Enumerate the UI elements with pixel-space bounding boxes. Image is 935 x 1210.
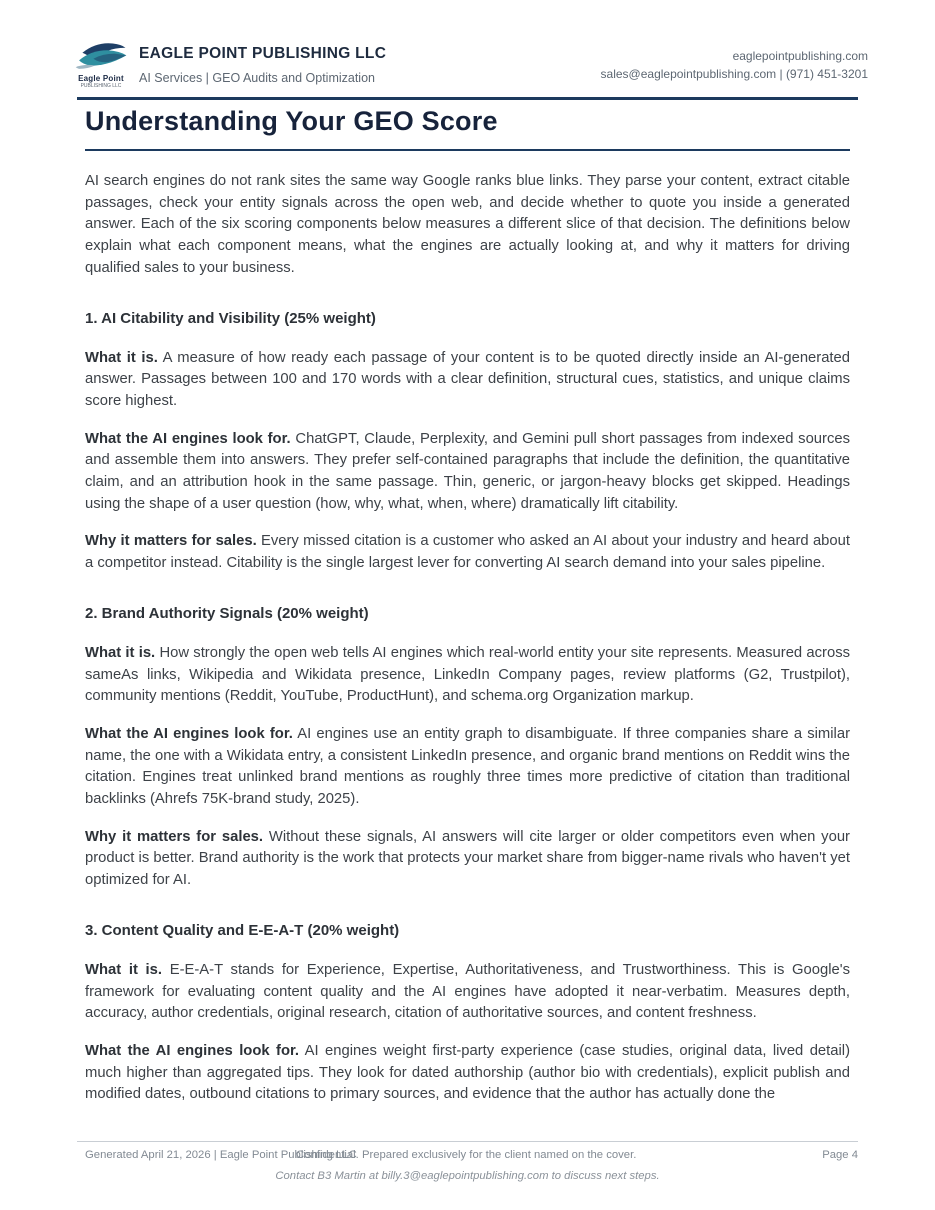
website-text: eaglepointpublishing.com (732, 49, 868, 63)
section-content-quality (85, 922, 850, 1106)
paragraph-text: ChatGPT, Claude, Perplexity, and Gemini pull short passages from indexed sources and assemble them into answers. They prefer self-contained paragraphs that include the definition, the quantitative claim, and an attribution hook in the same passage. Thin, generic, or jargon-heavy blocks get skipped. Headings using the shape of a user question (how, why, what, when, where) dramatically lift citability. (85, 430, 850, 512)
company-name: EAGLE POINT PUBLISHING LLC (139, 45, 387, 62)
paragraph-text: AI engines weight first-party experience (case studies, original data, lived detail) much higher than aggregated tips. They look for dated authorship (author bio with credentials), explicit publish and modified dates, outbound citations to primary sources, and evidence that the author has actually done the (85, 1042, 850, 1103)
header-rule (77, 97, 858, 100)
intro-text: AI search engines do not rank sites the same way Google ranks blue links. They parse your content, extract citable passages, check your entity signals across the open web, and decide whether to quote you inside a generated answer. Each of the six scoring components below measures a different slice of that decision. The definitions below explain what each component means, what the engines are actually looking at, and why it matters for driving qualified sales to your business. (85, 173, 850, 276)
paragraph-text: AI engines use an entity graph to disambiguate. If three companies share a similar name, the one with a Wikidata entry, a consistent LinkedIn presence, and organic brand mentions on Reddit wins the citation. Engines treat unlinked brand mentions as roughly three times more predictive of citation than traditional backlinks (Ahrefs 75K-brand study, 2025). (85, 725, 850, 808)
why-it-matters-paragraph (85, 827, 850, 892)
section-heading: 1. AI Citability and Visibility (25% weight) (85, 309, 376, 327)
paragraph-lead: What the AI engines look for. (85, 725, 293, 742)
what-it-is-paragraph (85, 348, 850, 413)
paragraph-text: A measure of how ready each passage of your content is to be quoted directly inside an AI-generated answer. Passages between 100 and 170 words with a clear definition, structural cues, statistics, and unique claims score highest. (85, 349, 851, 409)
eagle-bird-icon (74, 40, 128, 74)
footer-meta-line (0, 1149, 935, 1164)
paragraph-lead: What it is. (85, 349, 158, 366)
page-footer (0, 1141, 935, 1182)
paragraph-lead: What the AI engines look for. (85, 430, 291, 447)
paragraph-lead: What it is. (85, 961, 163, 978)
section-heading: 3. Content Quality and E-E-A-T (20% weight) (85, 921, 400, 939)
why-it-matters-paragraph (85, 531, 850, 574)
company-logo (72, 40, 130, 89)
paragraph-text: E-E-A-T stands for Experience, Expertise, Authoritativeness, and Trustworthiness. This is Google's framework for evaluating content quality and the AI engines have adopted it near-verbatim. Measures depth, accuracy, author credentials, original research, citation of authoritative sources, and content freshness. (85, 961, 850, 1022)
brand-text (139, 40, 386, 89)
paragraph-lead: Why it matters for sales. (85, 533, 257, 550)
company-tagline: AI Services | GEO Audits and Optimization (139, 71, 375, 85)
contact-line: sales@eaglepointpublishing.com | (971) 451-3201 (600, 67, 868, 81)
paragraph-lead: Why it matters for sales. (85, 828, 264, 845)
confidential-note: Confidential. Prepared exclusively for the client named on the cover. (296, 1149, 637, 1161)
engines-look-for-paragraph (85, 1041, 850, 1106)
header-contact-block (601, 40, 868, 83)
section-brand-authority (85, 605, 850, 892)
page-title: Understanding Your GEO Score (85, 106, 850, 151)
section-ai-citability (85, 310, 850, 575)
generated-date: Generated April 21, 2026 | Eagle Point Publishing LLC (85, 1149, 357, 1161)
document-body (85, 106, 850, 1106)
what-it-is-paragraph (85, 643, 850, 708)
paragraph-text: Without these signals, AI answers will cite larger or older competitors even when your product is better. Brand authority is the work that protects your market share from bigger-name rivals who haven't yet optimized for AI. (85, 828, 850, 889)
engines-look-for-paragraph (85, 724, 850, 811)
logo-subtitle: PUBLISHING LLC (80, 83, 122, 89)
paragraph-text: How strongly the open web tells AI engines which real-world entity your site represents. Measured across sameAs links, Wikipedia and Wikidata presence, LinkedIn Company pages, review platforms (G2, Trustpilot), community mentions (Reddit, YouTube, ProductHunt), and schema.org Organization markup. (85, 644, 850, 705)
footer-contact-note: Contact B3 Martin at billy.3@eaglepointpublishing.com to discuss next steps. (275, 1170, 660, 1182)
intro-paragraph (85, 171, 850, 280)
page-header (0, 0, 935, 89)
brand (72, 40, 386, 89)
paragraph-lead: What the AI engines look for. (85, 1042, 300, 1059)
page-number: Page 4 (822, 1149, 858, 1161)
engines-look-for-paragraph (85, 429, 850, 516)
section-heading: 2. Brand Authority Signals (20% weight) (85, 604, 369, 622)
logo-title: Eagle Point (78, 74, 124, 83)
what-it-is-paragraph (85, 960, 850, 1025)
paragraph-lead: What it is. (85, 644, 156, 661)
footer-divider (77, 1141, 858, 1142)
paragraph-text: Every missed citation is a customer who asked an AI about your industry and heard about a competitor instead. Citability is the single largest lever for converting AI search demand into your sales pipeline. (85, 533, 850, 572)
